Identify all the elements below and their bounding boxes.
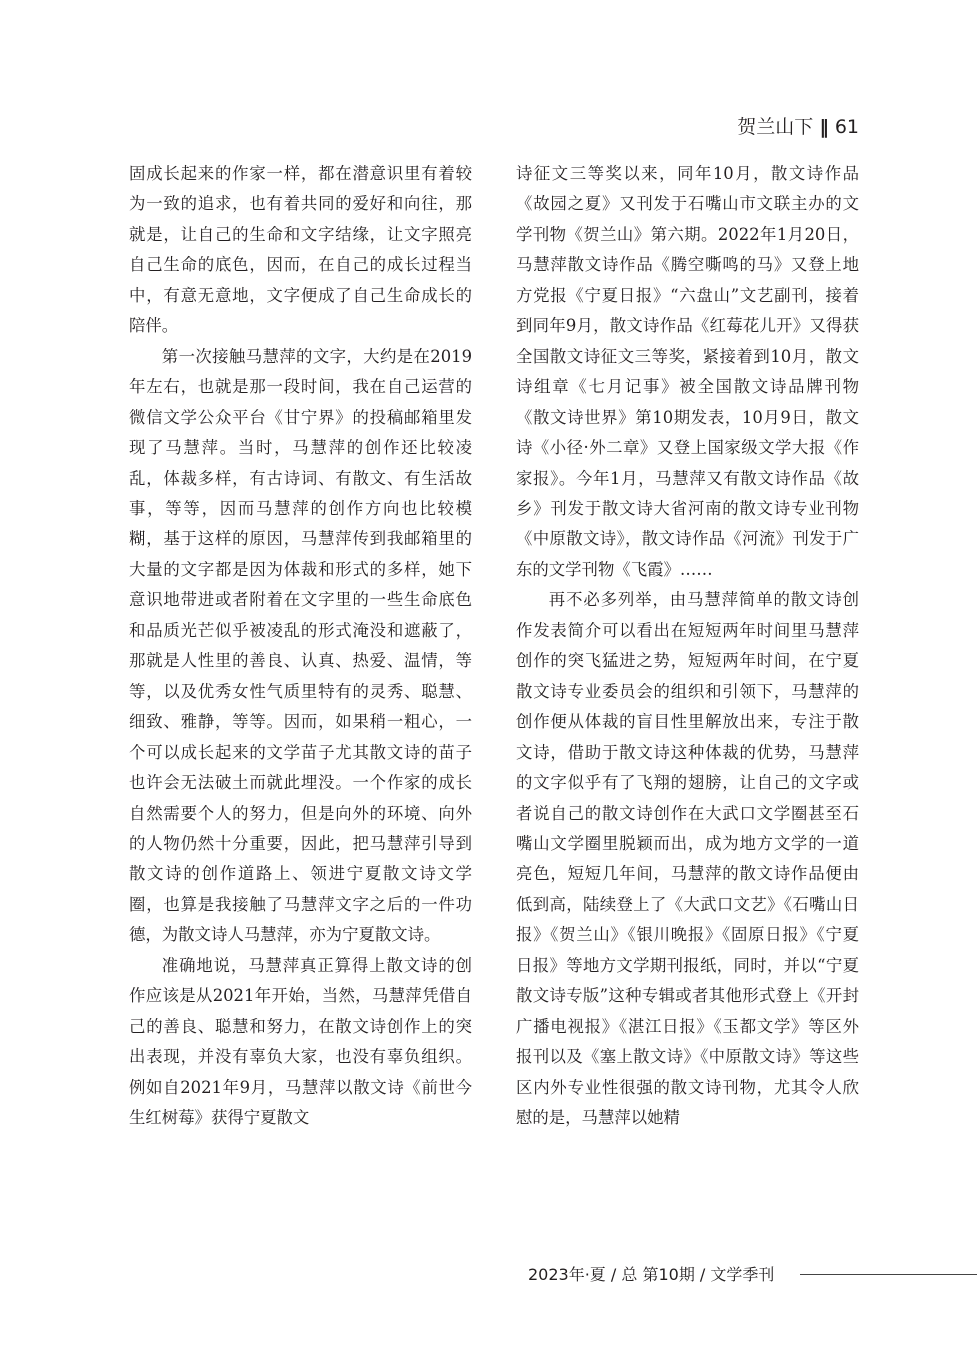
paragraph: 再不必多列举，由马慧萍简单的散文诗创作发表简介可以看出在短短两年时间里马慧萍创作的突飞猛进之势，短短两年时间，在宁夏散文诗专业委员会的组织和引领下，马慧萍的创作便从体裁的盲目性里解放出来，专注于散文诗，借助于散文诗这种体裁的优势，马慧萍的文字似乎有了飞翔的翅膀，让自己的文字或者说自己的散文诗创作在大武口文学圈甚至石嘴山文学圈里脱颖而出，成为地方文学的一道亮色，短短几年间，马慧萍的散文诗作品便由低到高，陆续登上了《大武口文艺》《石嘴山日报》《贺兰山》《银川晚报》《固原日报》《宁夏日报》等地方文学期刊报纸，同时，并以“宁夏散文诗专版”这种专辑或者其他形式登上《开封广播电视报》《湛江日报》《玉都文学》等区外报刊以及《塞上散文诗》《中原散文诗》等这些区内外专业性很强的散文诗刊物，尤其令人欣慰的是，马慧萍以她精 (516, 590, 859, 1128)
footer-rule (800, 1274, 977, 1275)
section-title: 贺兰山下 (737, 116, 814, 138)
header-separator: ‖ (819, 116, 829, 138)
footer-issue-line: 2023年·夏 / 总 第10期 / 文学季刊 (528, 1265, 775, 1284)
left-column (129, 159, 472, 1134)
paragraph: 固成长起来的作家一样，都在潜意识里有着较为一致的追求，也有着共同的爱好和向往，那就是，让自己的生命和文字结缘，让文字照亮自己生命的底色，因而，在自己的成长过程当中，有意无意地，文字便成了自己生命成长的陪伴。 (129, 164, 472, 336)
page-number: 61 (834, 116, 859, 138)
paragraph: 准确地说，马慧萍真正算得上散文诗的创作应该是从2021年开始，当然，马慧萍凭借自己的善良、聪慧和努力，在散文诗创作上的突出表现，并没有辜负大家，也没有辜负组织。例如自2021年9月，马慧萍以散文诗《前世今生红树莓》获得宁夏散文 (129, 955, 472, 1128)
right-column (516, 159, 859, 1134)
paragraph: 第一次接触马慧萍的文字，大约是在2019年左右，也就是那一段时间，我在自己运营的微信文学公众平台《甘宁界》的投稿邮箱里发现了马慧萍。当时，马慧萍的创作还比较凌乱，体裁多样，有古诗词、有散文、有生活故事，等等，因而马慧萍的创作方向也比较模糊，基于这样的原因，马慧萍传到我邮箱里的大量的文字都是因为体裁和形式的多样，她下意识地带进或者附着在文字里的一些生命底色和品质光芒似乎被凌乱的形式淹没和遮蔽了，那就是人性里的善良、认真、热爱、温情，等等，以及优秀女性气质里特有的灵秀、聪慧、细致、雅静，等等。因而，如果稍一粗心，一个可以成长起来的文学苗子尤其散文诗的苗子也许会无法破土而就此埋没。一个作家的成长自然需要个人的努力，但是向外的环境、向外的人物仍然十分重要，因此，把马慧萍引导到散文诗的创作道路上、领进宁夏散文诗文学圈，也算是我接触了马慧萍文字之后的一件功德，为散文诗人马慧萍，亦为宁夏散文诗。 (129, 346, 472, 945)
running-header (737, 112, 859, 139)
paragraph: 诗征文三等奖以来，同年10月，散文诗作品《故园之夏》又刊发于石嘴山市文联主办的文学刊物《贺兰山》第六期。2022年1月20日，马慧萍散文诗作品《腾空嘶鸣的马》又登上地方党报《宁夏日报》“六盘山”文艺副刊，接着到同年9月，散文诗作品《红莓花儿开》又得获全国散文诗征文三等奖，紧接着到10月，散文诗组章《七月记事》被全国散文诗品牌刊物《散文诗世界》第10期发表，10月9日，散文诗《小径·外二章》又登上国家级文学大报《作家报》。今年1月，马慧萍又有散文诗作品《故乡》刊发于散文诗大省河南的散文诗专业刊物《中原散文诗》，散文诗作品《河流》刊发于广东的文学刊物《飞霞》…… (516, 164, 859, 579)
